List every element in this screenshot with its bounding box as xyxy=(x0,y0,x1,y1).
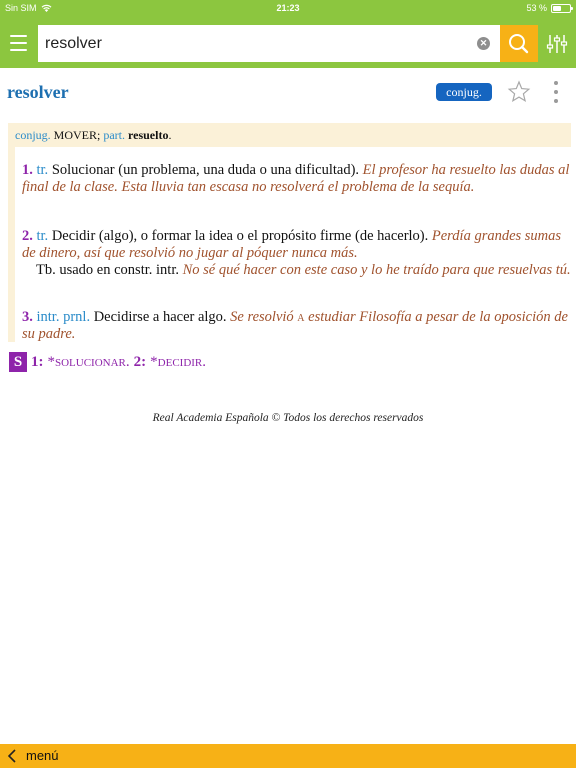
synonyms-badge: S xyxy=(9,352,27,372)
sense-grammar: tr. xyxy=(36,228,49,244)
synonym-number: 2: xyxy=(133,354,147,370)
top-bar xyxy=(0,18,576,68)
part-label: part. xyxy=(103,128,126,142)
participle: resuelto xyxy=(128,128,169,142)
synonym-link[interactable]: *solucionar. xyxy=(47,354,130,370)
sense-number: 2. xyxy=(22,228,33,244)
conjug-label: conjug. xyxy=(15,128,51,142)
sense-2-subentry xyxy=(36,262,572,279)
example-preposition: a xyxy=(297,309,305,325)
back-to-menu-button[interactable] xyxy=(8,748,59,763)
search-icon xyxy=(500,25,538,62)
sense-number: 1. xyxy=(22,162,33,178)
search-button[interactable] xyxy=(500,25,538,62)
search-box xyxy=(38,25,500,62)
status-right xyxy=(526,3,571,13)
sense-3 xyxy=(22,309,572,343)
sense-grammar: tr. xyxy=(36,162,49,178)
carrier-label: Sin SIM xyxy=(5,3,37,13)
synonym-number: 1: xyxy=(31,354,44,370)
conjug-model[interactable]: MOVER xyxy=(53,128,98,142)
synonyms-line xyxy=(9,351,210,373)
sense-number: 3. xyxy=(22,309,33,325)
sense-definition: Solucionar (un problema, una duda o una dificultad). xyxy=(51,162,360,178)
battery-fill xyxy=(553,6,561,11)
battery-icon xyxy=(551,4,571,13)
chevron-left-icon xyxy=(8,749,16,763)
status-time: 21:23 xyxy=(276,3,300,13)
sense-grammar: intr. prnl. xyxy=(36,309,91,325)
status-bar xyxy=(0,0,576,18)
sense-example: Perdía grandes sumas de dinero, así que resolvió no jugar al póquer nunca más. xyxy=(22,228,562,261)
subentry-example: No sé qué hacer con este caso y lo he traído para que resuelvas tú. xyxy=(182,262,571,278)
copyright-note: Real Academia Española © Todos los derechos reservados xyxy=(152,412,424,424)
synonym-link[interactable]: *decidir. xyxy=(150,354,207,370)
settings-icon[interactable] xyxy=(546,33,568,55)
bottom-bar xyxy=(0,744,576,768)
battery-percent: 53 % xyxy=(526,3,547,13)
sense-2 xyxy=(22,228,572,262)
sense-definition: Decidir (algo), o formar la idea o el propósito firme (de hacerlo). xyxy=(51,228,429,244)
example-part-a: Se resolvió xyxy=(230,309,294,325)
example-part-b: estudiar Filosofía a pesar de la oposición de su padre. xyxy=(22,309,568,342)
conjug-button[interactable]: conjug. xyxy=(436,83,492,101)
headword: resolver xyxy=(7,82,69,102)
star-icon[interactable] xyxy=(507,80,531,104)
search-input[interactable] xyxy=(45,25,465,62)
menu-icon[interactable] xyxy=(10,35,27,51)
more-options-icon[interactable] xyxy=(550,81,562,103)
subentry-text: Tb. usado en constr. intr. xyxy=(36,262,179,278)
grammar-box xyxy=(8,123,571,147)
acepciones-bar xyxy=(8,147,15,342)
clear-icon[interactable]: ✕ xyxy=(477,37,490,50)
sense-example: El profesor ha resuelto las dudas al final de la clase. Esta lluvia tan escasa no resolverá el problema de la sequía. xyxy=(22,162,570,195)
sense-definition: Decidirse a hacer algo. xyxy=(93,309,227,325)
grammar-end: . xyxy=(168,128,172,142)
back-label: menú xyxy=(26,748,59,763)
sense-1 xyxy=(22,162,572,196)
grammar-sep: ; xyxy=(97,128,101,142)
